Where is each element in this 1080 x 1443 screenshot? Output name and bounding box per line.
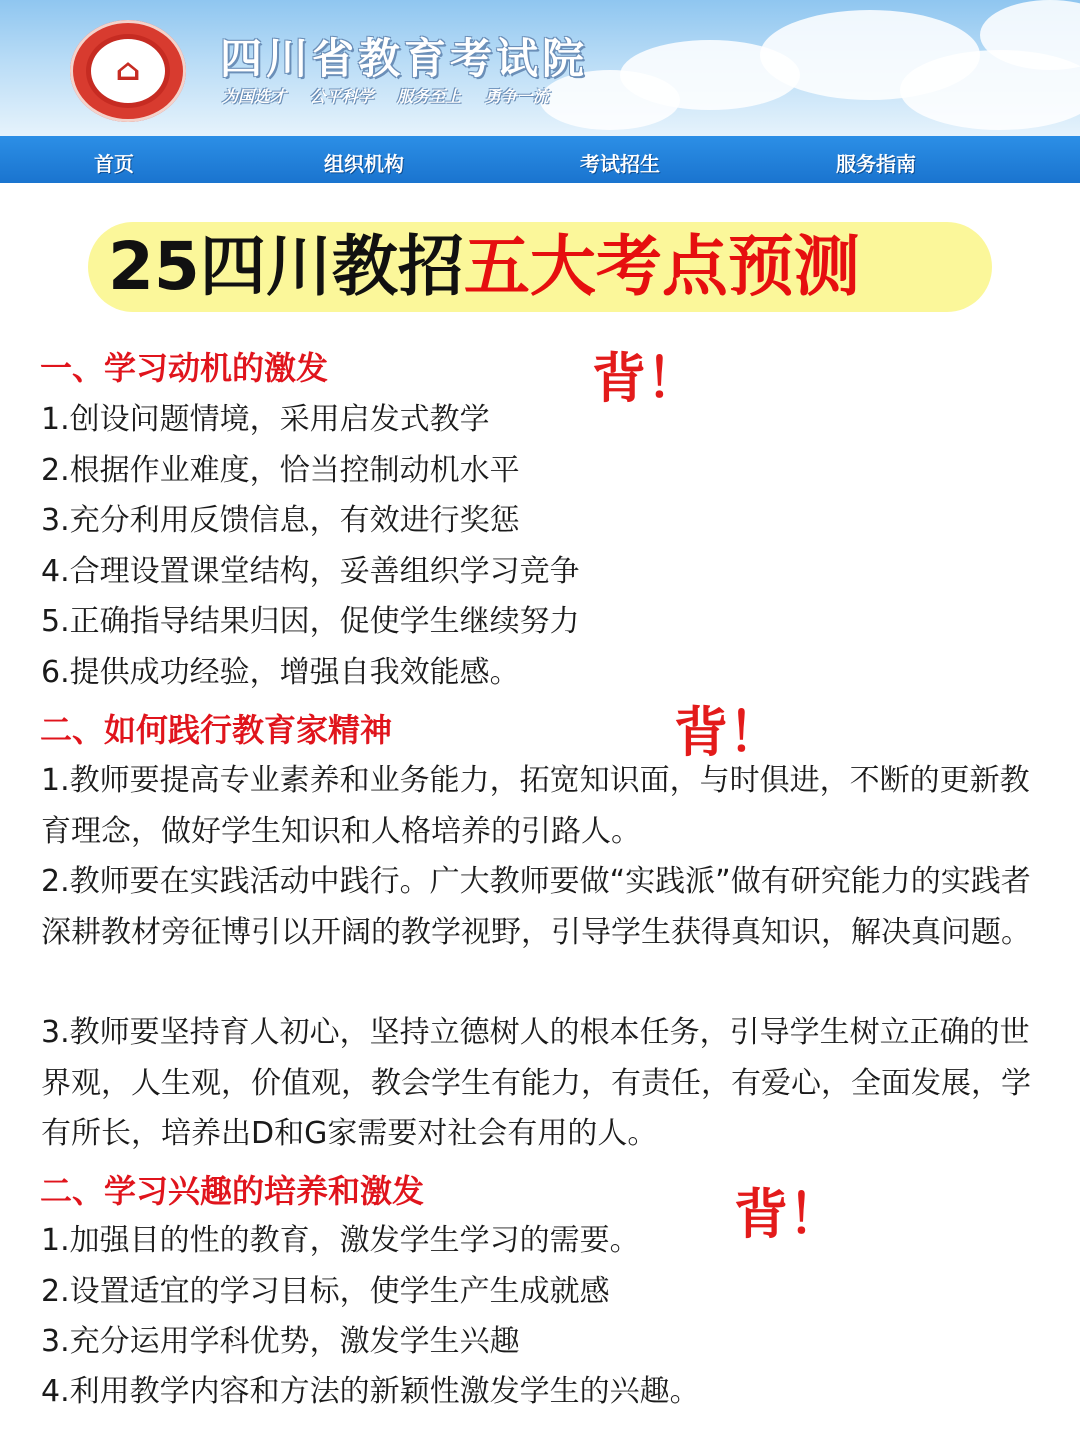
page-headline bbox=[108, 222, 860, 312]
list-item: 2.根据作业难度，恰当控制动机水平 bbox=[41, 453, 520, 488]
site-title[interactable]: 四川省教育考试院 bbox=[220, 34, 589, 83]
section-title-motivation: 一、学习动机的激发 bbox=[40, 349, 329, 387]
nav-item-home[interactable]: 首页 bbox=[94, 152, 134, 176]
nav-item-exams-admissions[interactable]: 考试招生 bbox=[580, 152, 660, 176]
headline-part-red: 五大考点预测 bbox=[463, 228, 860, 305]
list-item: 1.创设问题情境，采用启发式教学 bbox=[41, 402, 490, 437]
nav-item-organization[interactable]: 组织机构 bbox=[324, 152, 404, 176]
list-item: 3.充分利用反馈信息，有效进行奖惩 bbox=[41, 503, 520, 538]
nav-item-service-guide[interactable]: 服务指南 bbox=[836, 152, 916, 176]
institute-logo[interactable]: ⌂ bbox=[70, 20, 186, 122]
list-item: 5.正确指导结果归因，促使学生继续努力 bbox=[41, 604, 580, 639]
list-item: 2.设置适宜的学习目标，使学生产生成就感 bbox=[41, 1274, 610, 1309]
list-item: 1.教师要提高专业素养和业务能力，拓宽知识面，与时俱进，不断的更新教育理念，做好学生知识和人格培养的引路人。 bbox=[41, 763, 1030, 849]
list-item: 3.充分运用学科优势，激发学生兴趣 bbox=[41, 1324, 520, 1359]
list-item: 4.利用教学内容和方法的新颖性激发学生的兴趣。 bbox=[41, 1374, 700, 1409]
memorize-stamp-2: 背！ bbox=[674, 701, 782, 764]
site-banner bbox=[0, 0, 1080, 136]
list-item: 6.提供成功经验，增强自我效能感。 bbox=[41, 655, 520, 690]
list-item: 1.加强目的性的教育，激发学生学习的需要。 bbox=[41, 1223, 640, 1258]
site-motto: 为国选才 公平科学 服务至上 勇争一流 bbox=[222, 87, 549, 106]
memorize-stamp-1: 背！ bbox=[592, 347, 700, 410]
section-title-educator-spirit: 二、如何践行教育家精神 bbox=[40, 711, 393, 749]
memorize-stamp-3: 背！ bbox=[734, 1183, 842, 1246]
list-item: 3.教师要坚持育人初心，坚持立德树人的根本任务，引导学生树立正确的世界观，人生观，价值观，教会学生有能力，有责任，有爱心，全面发展，学有所长，培养出D和G家需要对社会有用的人。 bbox=[41, 1015, 1031, 1151]
main-nav bbox=[0, 136, 1080, 183]
list-item: 4.合理设置课堂结构，妥善组织学习竞争 bbox=[41, 554, 580, 589]
section-title-interest: 二、学习兴趣的培养和激发 bbox=[40, 1172, 425, 1210]
headline-part-black: 25四川教招 bbox=[108, 228, 464, 305]
list-item: 2.教师要在实践活动中践行。广大教师要做“实践派”做有研究能力的实践者深耕教材旁征博引以开阔的教学视野，引导学生获得真知识，解决真问题。 bbox=[41, 864, 1031, 950]
